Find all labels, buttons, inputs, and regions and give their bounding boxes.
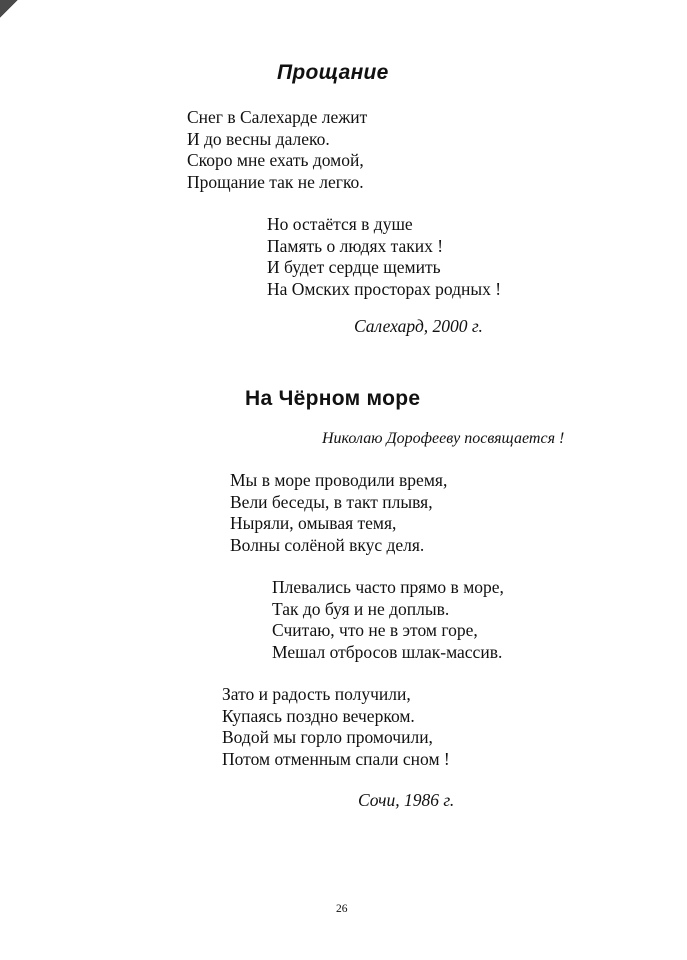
poem-line: Плевались часто прямо в море, <box>272 577 504 597</box>
poem1-stanza-2 <box>267 214 501 301</box>
poem1-stanza-1 <box>187 107 367 194</box>
poem-line: Так до буя и не доплыв. <box>272 598 450 619</box>
poem-line: Мы в море проводили время, <box>230 470 448 490</box>
poem2-dedication: Николаю Дорофееву посвящается ! <box>322 430 565 447</box>
poem-line: На Омских просторах родных ! <box>267 279 502 300</box>
poem-title-proshchanie: Прощание <box>277 61 389 84</box>
poem-line: Зато и радость получили, <box>222 684 411 704</box>
poem-line: Но остаётся в душе <box>267 214 413 234</box>
poem2-place-date: Сочи, 1986 г. <box>358 790 455 810</box>
poem1-place-date: Салехард, 2000 г. <box>354 316 483 336</box>
poem-line: И будет сердце щемить <box>267 257 441 278</box>
poem-line: Ныряли, омывая темя, <box>230 513 397 534</box>
poem-line: Снег в Салехарде лежит <box>187 107 368 127</box>
poem-line: Водой мы горло промочили, <box>222 727 433 748</box>
poem-line: Память о людях таких ! <box>267 235 444 256</box>
poem-line: Купаясь поздно вечерком. <box>222 705 415 726</box>
poem2-stanza-2 <box>272 577 504 664</box>
poem-line: И до весны далеко. <box>187 128 330 149</box>
poem-title-na-chernom-more: На Чёрном море <box>245 387 421 410</box>
scan-corner-mark <box>0 0 26 24</box>
poem2-stanza-3 <box>222 684 450 771</box>
poem-line: Прощание так не легко. <box>187 172 364 193</box>
poem-line: Вели беседы, в такт плывя, <box>230 491 433 512</box>
poem-line: Потом отменным спали сном ! <box>222 749 450 770</box>
poem-line: Мешал отбросов шлак-массив. <box>272 642 503 663</box>
poem-line: Считаю, что не в этом горе, <box>272 620 478 641</box>
page-number: 26 <box>336 903 348 915</box>
poem-line: Волны солёной вкус деля. <box>230 535 425 556</box>
poem-line: Скоро мне ехать домой, <box>187 150 364 171</box>
poem2-stanza-1 <box>230 470 447 557</box>
